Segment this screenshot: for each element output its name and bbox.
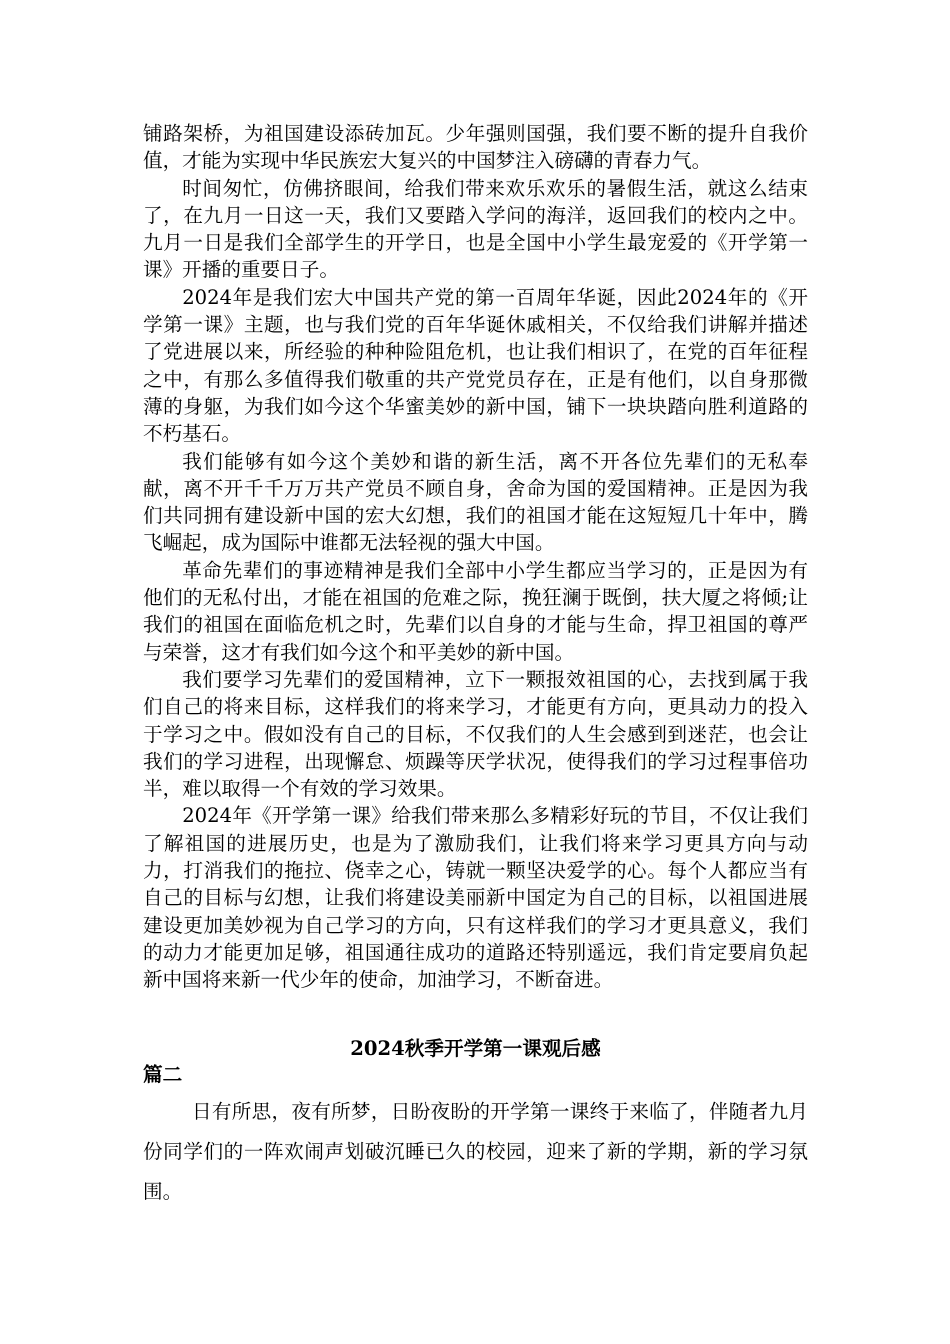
section-label: 篇二 <box>143 1062 183 1086</box>
paragraph: 时间匆忙，仿佛挤眼间，给我们带来欢乐欢乐的暑假生活，就这么结束了，在九月一日这一天，我们又要踏入学问的海洋，返回我们的校内之中。九月一日是我们全部学生的开学日，也是全国中小学生最宠爱的《开学第一课》开播的重要日子。 <box>143 176 808 282</box>
paragraph: 我们要学习先辈们的爱国精神，立下一颗报效祖国的心，去找到属于我们自己的将来目标，这样我们的将来学习，才能更有方向，更具动力的投入于学习之中。假如没有自己的目标，不仅我们的人生会感到到迷茫，也会让我们的学习进程，出现懈怠、烦躁等厌学状况，使得我们的学习过程事倍功半，难以取得一个有效的学习效果。 <box>143 667 808 801</box>
paragraph: 2024年《开学第一课》给我们带来那么多精彩好玩的节目，不仅让我们了解祖国的进展历史，也是为了激励我们，让我们将来学习更具方向与动力，打消我们的拖拉、侥幸之心，铸就一颗坚决爱学的心。每个人都应当有自己的目标与幻想，让我们将建设美丽新中国定为自己的目标，以祖国进展建设更加美妙视为自己学习的方向，只有这样我们的学习才更具意义，我们的动力才能更加足够，祖国通往成功的道路还特别遥远，我们肯定要肩负起新中国将来新一代少年的使命，加油学习，不断奋进。 <box>143 804 808 992</box>
closing-paragraph: 日有所思，夜有所梦，日盼夜盼的开学第一课终于来临了，伴随者九月份同学们的一阵欢闹声划破沉睡已久的校园，迎来了新的学期，新的学习氛围。 <box>143 1099 808 1203</box>
section-title: 2024秋季开学第一课观后感 <box>350 1036 601 1060</box>
paragraph: 2024年是我们宏大中国共产党的第一百周年华诞，因此2024年的《开学第一课》主题，也与我们党的百年华诞休戚相关，不仅给我们讲解并描述了党进展以来，所经验的种种险阻危机，也让我们相识了，在党的百年征程之中，有那么多值得我们敬重的共产党党员存在，正是有他们，以自身那微薄的身躯，为我们如今这个华蜜美妙的新中国，铺下一块块踏向胜利道路的不朽基石。 <box>143 285 808 446</box>
paragraph: 我们能够有如今这个美妙和谐的新生活，离不开各位先辈们的无私奉献，离不开千千万万共产党员不顾自身，舍命为国的爱国精神。正是因为我们共同拥有建设新中国的宏大幻想，我们的祖国才能在这短短几十年中，腾飞崛起，成为国际中谁都无法轻视的强大中国。 <box>143 449 808 555</box>
paragraph-continuation: 铺路架桥，为祖国建设添砖加瓦。少年强则国强，我们要不断的提升自我价值，才能为实现中华民族宏大复兴的中国梦注入磅礴的青春力气。 <box>143 122 808 173</box>
paragraph: 革命先辈们的事迹精神是我们全部中小学生都应当学习的，正是因为有他们的无私付出，才能在祖国的危难之际，挽狂澜于既倒，扶大厦之将倾;让我们的祖国在面临危机之时，先辈们以自身的才能与生命，捍卫祖国的尊严与荣誉，这才有我们如今这个和平美妙的新中国。 <box>143 558 808 664</box>
document-body <box>143 120 808 1212</box>
